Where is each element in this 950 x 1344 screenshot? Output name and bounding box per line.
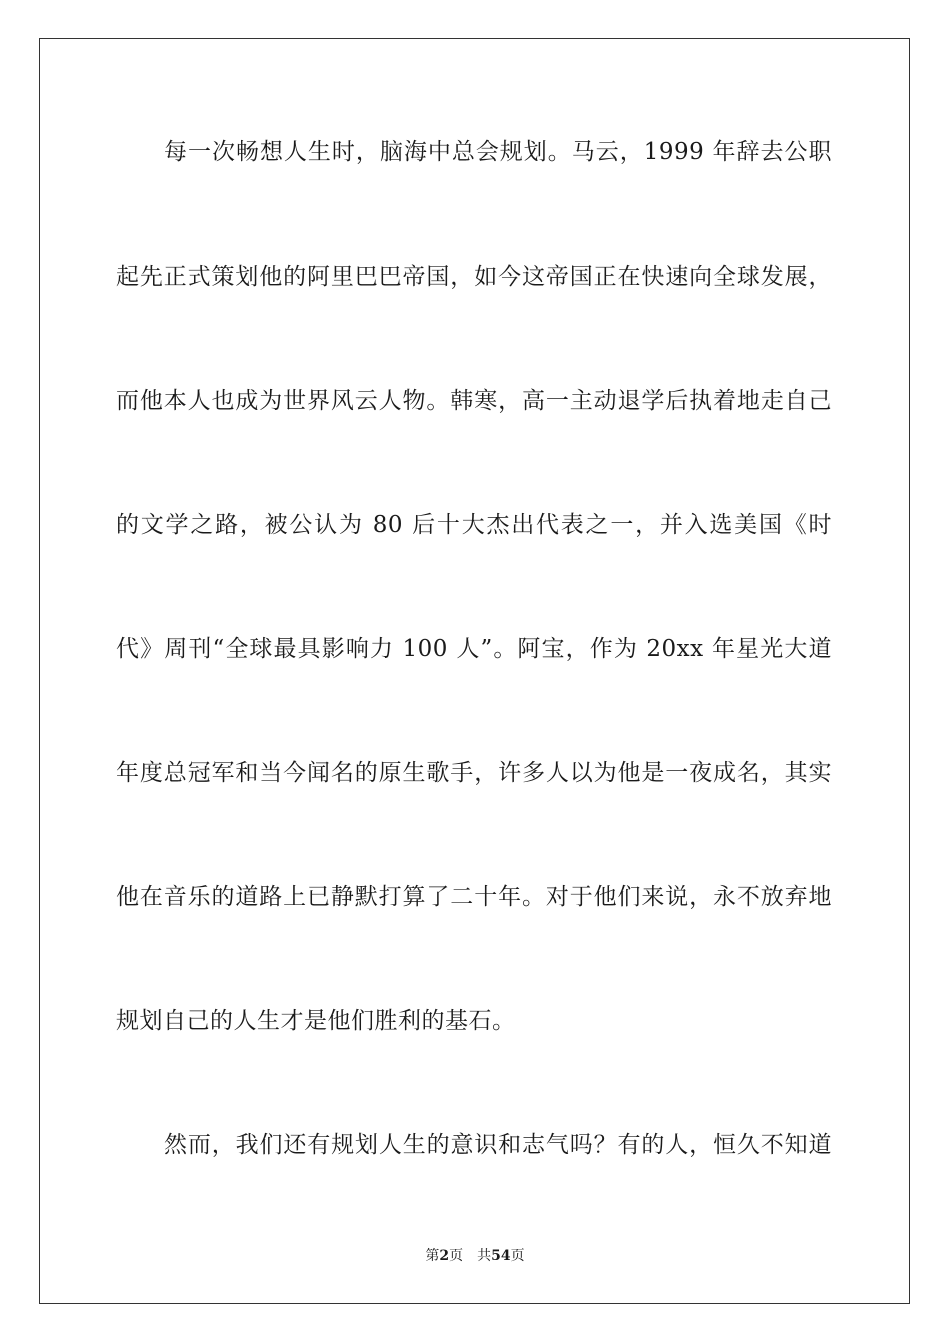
paragraph-1-line-7: 他在音乐的道路上已静默打算了二十年。对于他们来说，永不放弃地 [116,884,832,910]
page-footer [0,1247,950,1265]
page-suffix: 页 [449,1248,464,1264]
page-border [39,38,910,1304]
paragraph-2-line-1: 然而，我们还有规划人生的意识和志气吗？有的人，恒久不知道 [164,1132,832,1158]
paragraph-1-line-3: 而他本人也成为世界风云人物。韩寒，高一主动退学后执着地走自己 [116,388,832,414]
page-number: 2 [439,1248,450,1264]
total-pages: 54 [491,1248,511,1264]
paragraph-1-line-6: 年度总冠军和当今闻名的原生歌手，许多人以为他是一夜成名，其实 [116,760,832,786]
paragraph-1-line-4: 的文学之路，被公认为 80 后十大杰出代表之一，并入选美国《时 [116,512,832,538]
paragraph-1-line-2: 起先正式策划他的阿里巴巴帝国，如今这帝国正在快速向全球发展， [116,264,832,290]
total-prefix: 共 [477,1248,492,1264]
page-prefix: 第 [425,1248,440,1264]
paragraph-1-line-1: 每一次畅想人生时，脑海中总会规划。马云，1999 年辞去公职 [164,139,832,165]
paragraph-1-line-5: 代》周刊“全球最具影响力 100 人”。阿宝，作为 20xx 年星光大道 [116,636,832,662]
paragraph-1-line-8: 规划自己的人生才是他们胜利的基石。 [116,1008,516,1034]
total-suffix: 页 [510,1248,525,1264]
